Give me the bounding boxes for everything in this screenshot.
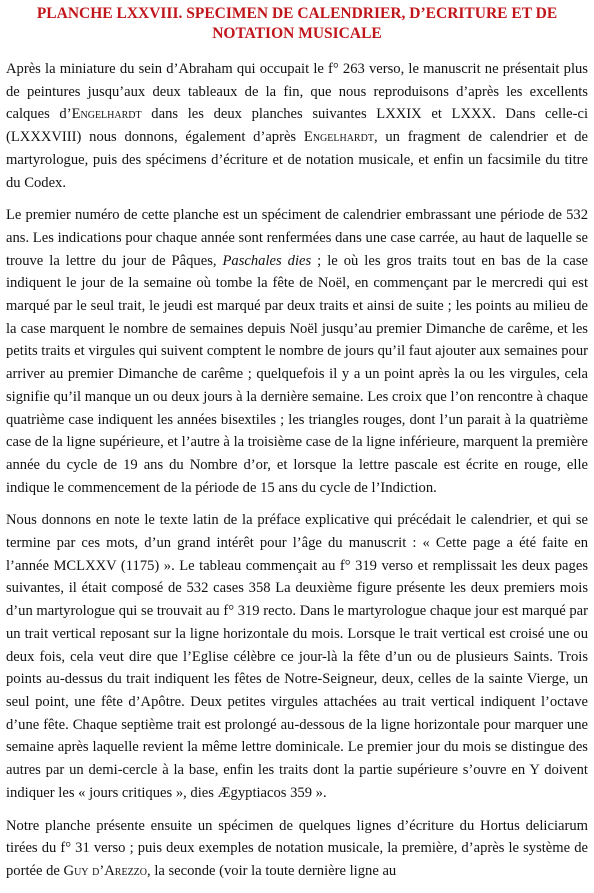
paragraph-text: Le premier numéro de cette planche est un spéciment de calendrier embrassant une période de 532 ans. Les indications pour chaque année sont renfermées dans une case carrée, au haut de laquelle se trouve la lettre du jour de Pâques, bbox=[6, 207, 588, 269]
author-name: Engelhardt bbox=[303, 129, 374, 146]
paragraph bbox=[6, 815, 588, 883]
paragraph-text: ; le où les gros traits tout en bas de la case indiquent le jour de la semaine où tombe la fête de Noël, en commençant par le mercredi qui est marqué par le seul trait, le jeudi est marqué par deux traits et ainsi de suite ; les points au milieu de la case marquent le nombre de semaines depuis Noël jusqu’au premier Dimanche de carême, et les petits traits et virgules qui suivent comptent le nombre de jours qu’il faut ajouter aux semaines pour arriver au premier Dimanche de carême ; quelquefois il y a un point après la ou les virgules, cela signifie qu’il manque un ou deux jours à la dernière semaine. Les croix que l’on rencontre à chaque quatrième case indiquent les années bisextiles ; les triangles rouges, dont l’un parait à la quatrième case de la ligne supérieure, et l’autre à la troisième case de la ligne inférieure, marquent la première année du cycle de 19 ans du Nombre d’or, et lorsque la lettre pascale est écrite en rouge, elle indique le commencement de la période de 15 ans du cycle de l’Indiction. bbox=[6, 252, 588, 496]
paragraph-text: Nous donnons en note le texte latin de la préface explicative qui précédait le calendrier, et qui se termine par ces mots, d’un grand intérêt pour l’âge du manuscrit : « Cette page a été faite en l’année MCLXXV (1175) ». Le tableau commençait au f° 319 verso et remplissait les deux pages suivantes, il était composé de 532 cases 358 La deuxième figure présente les deux premiers mois d’un martyrologue qui se trouvait au f° 319 recto. Dans le martyrologue chaque jour est marqué par un trait vertical reposant sur la ligne horizontale du mois. Lorsque le trait vertical est croisé une ou deux fois, cela veut dire que l’Eglise célèbre ce jour-là la fête d’un ou de plusieurs Saints. Trois points au-dessus du trait indiquent les fêtes de Notre-Seigneur, deux, celles de la sainte Vierge, un seul point, une fête d’Apôtre. Deux petites virgules attachées au trait vertical indiquent l’octave d’une fête. Chaque septième trait est prolongé au-dessous de la ligne horizontale pour marquer une semaine après laquelle revient la même lettre dominicale. Le premier jour du mois se distingue des autres par un demi-cercle à la base, enfin les traits dont la partie supérieure s’ouvre en Y doivent indiquer les « jours critiques », dies Ægyptiacos 359 ». bbox=[6, 512, 588, 801]
paragraph-text: Notre planche présente ensuite un spécimen de quelques lignes d’écriture du Hortus deliciarum tirées du f° 31 verso ; puis deux exemples de notation musicale, la première, d’après le système de portée de bbox=[6, 817, 588, 879]
body-text bbox=[6, 58, 588, 883]
author-name: Engelhardt bbox=[71, 106, 142, 123]
author-name: Guy d’Arezzo bbox=[63, 862, 148, 879]
italic-term: Paschales dies bbox=[222, 252, 312, 269]
paragraph-text: , un fragment de calendrier et de martyrologue, puis des spécimens d’écriture et de notation musicale, et enfin un facsimile du titre du Codex. bbox=[6, 129, 588, 191]
paragraph-text: Après la miniature du sein d’Abraham qui occupait le f° 263 verso, le manuscrit ne présentait plus de peintures jusqu’aux deux tableaux de la fin, que nous reproduisons d’après les excellents calques d’ bbox=[6, 61, 588, 123]
page-title: PLANCHE LXXVIII. SPECIMEN DE CALENDRIER, D’ECRITURE ET DE NOTATION MUSICALE bbox=[36, 5, 558, 42]
document-page bbox=[6, 4, 588, 893]
paragraph-text: , la seconde (voir la toute dernière ligne au bbox=[147, 862, 397, 879]
paragraph bbox=[6, 204, 588, 499]
paragraph-text: dans les deux planches suivantes LXXIX et LXXX. Dans celle-ci (LXXXVIII) nous donnons, également d’après bbox=[6, 106, 588, 146]
paragraph bbox=[6, 58, 588, 194]
paragraph bbox=[6, 509, 588, 804]
